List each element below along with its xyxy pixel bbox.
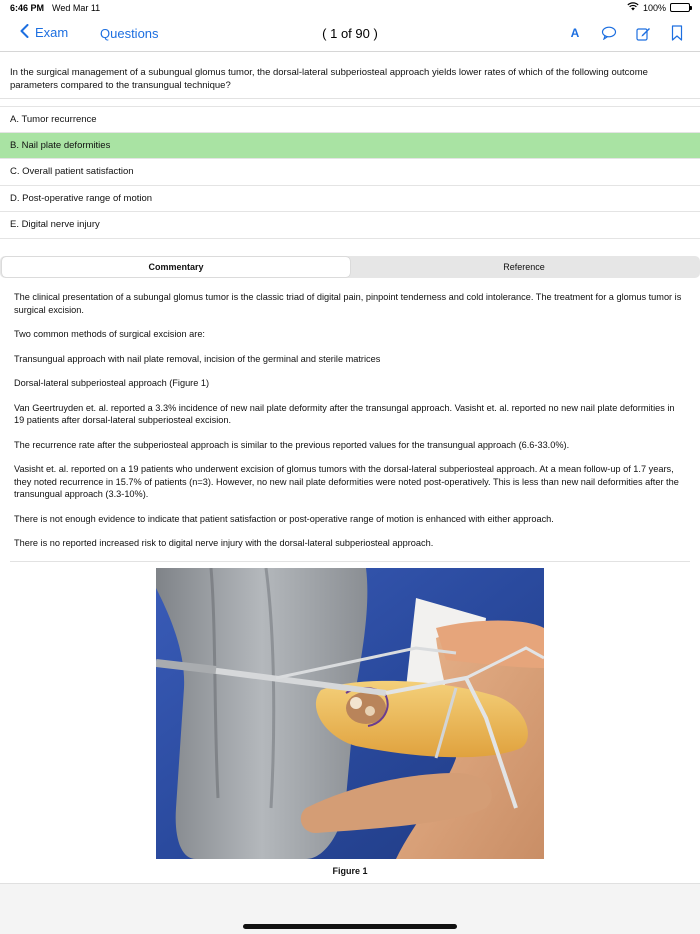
nav-bar	[0, 16, 700, 52]
commentary-paragraph: The recurrence rate after the subperiosteal approach is similar to the previous reported values for the transungual approach (6.6-33.0%).	[14, 439, 570, 450]
status-bar	[0, 0, 700, 16]
answer-option-c[interactable]: C. Overall patient satisfaction	[0, 159, 700, 186]
status-date: Wed Mar 11	[52, 3, 101, 13]
battery-icon	[670, 3, 690, 12]
commentary-paragraph: Van Geertruyden et. al. reported a 3.3% incidence of new nail plate deformity after the transungal approach. Vasisht et. al. reported no new nail plate deformities in 19 patients after dorsal-lateral subperiosteal excision.	[14, 402, 675, 425]
nav-actions	[566, 24, 686, 42]
comment-icon[interactable]	[600, 24, 618, 42]
question-counter: ( 1 of 90 )	[322, 26, 378, 41]
edit-note-icon[interactable]	[634, 24, 652, 42]
chevron-left-icon	[20, 24, 29, 41]
commentary-paragraph: Vasisht et. al. reported on a 19 patients who underwent excision of glomus tumors with the dorsal-lateral subperiosteal approach. At a mean follow-up of 1.7 years, they noted recurrence in 15.7% of patients (n=3). However, no new nail plate deformities were noted post-operatively. This is less than new nail deformities after the transungual approach (3.3-10%).	[14, 464, 679, 499]
questions-button[interactable]: Questions	[100, 26, 159, 41]
back-label: Exam	[35, 25, 69, 40]
answer-option-e[interactable]: E. Digital nerve injury	[0, 212, 700, 239]
battery-percent: 100%	[642, 2, 666, 13]
answer-option-b[interactable]: B. Nail plate deformities	[0, 133, 700, 160]
home-indicator[interactable]	[243, 924, 457, 929]
commentary-body	[14, 291, 686, 562]
commentary-paragraph: There is no reported increased risk to digital nerve injury with the dorsal-lateral subperiosteal approach.	[14, 538, 434, 548]
back-button[interactable]	[20, 24, 68, 41]
wifi-icon	[627, 2, 639, 13]
surgical-photo-illustration	[156, 568, 544, 859]
commentary-paragraph: Dorsal-lateral subperiosteal approach (Figure 1)	[14, 378, 210, 388]
answer-list	[0, 106, 700, 239]
tab-reference[interactable]: Reference	[503, 262, 545, 272]
commentary-paragraph: The clinical presentation of a subungal glomus tumor is the classic triad of digital pain, pinpoint tenderness and cold intolerance. The treatment for a glomus tumor is surgical excision.	[14, 292, 682, 315]
commentary-paragraph: Two common methods of surgical excision are:	[14, 329, 205, 339]
figure-image[interactable]	[156, 568, 544, 859]
tab-commentary[interactable]: Commentary	[2, 257, 350, 277]
commentary-paragraph: There is not enough evidence to indicate that patient satisfaction or post-operative range of motion is enhanced with either approach.	[14, 513, 554, 524]
bookmark-icon[interactable]	[668, 24, 686, 42]
question-text: In the surgical management of a subungual glomus tumor, the dorsal-lateral subperiosteal approach yields lower rates of which of the following outcome parameters compared to the transungual technique?	[10, 67, 648, 91]
figure-caption: Figure 1	[332, 866, 368, 876]
answer-option-d[interactable]: D. Post-operative range of motion	[0, 186, 700, 213]
divider	[0, 98, 700, 99]
answer-option-a[interactable]: A. Tumor recurrence	[0, 106, 700, 133]
commentary-paragraph: Transungual approach with nail plate removal, incision of the germinal and sterile matrices	[14, 353, 381, 364]
status-right	[627, 2, 690, 13]
font-size-icon[interactable]: A	[570, 26, 580, 40]
divider	[10, 561, 690, 562]
commentary-reference-tabs	[0, 256, 700, 278]
status-time: 6:46 PM	[10, 3, 45, 13]
